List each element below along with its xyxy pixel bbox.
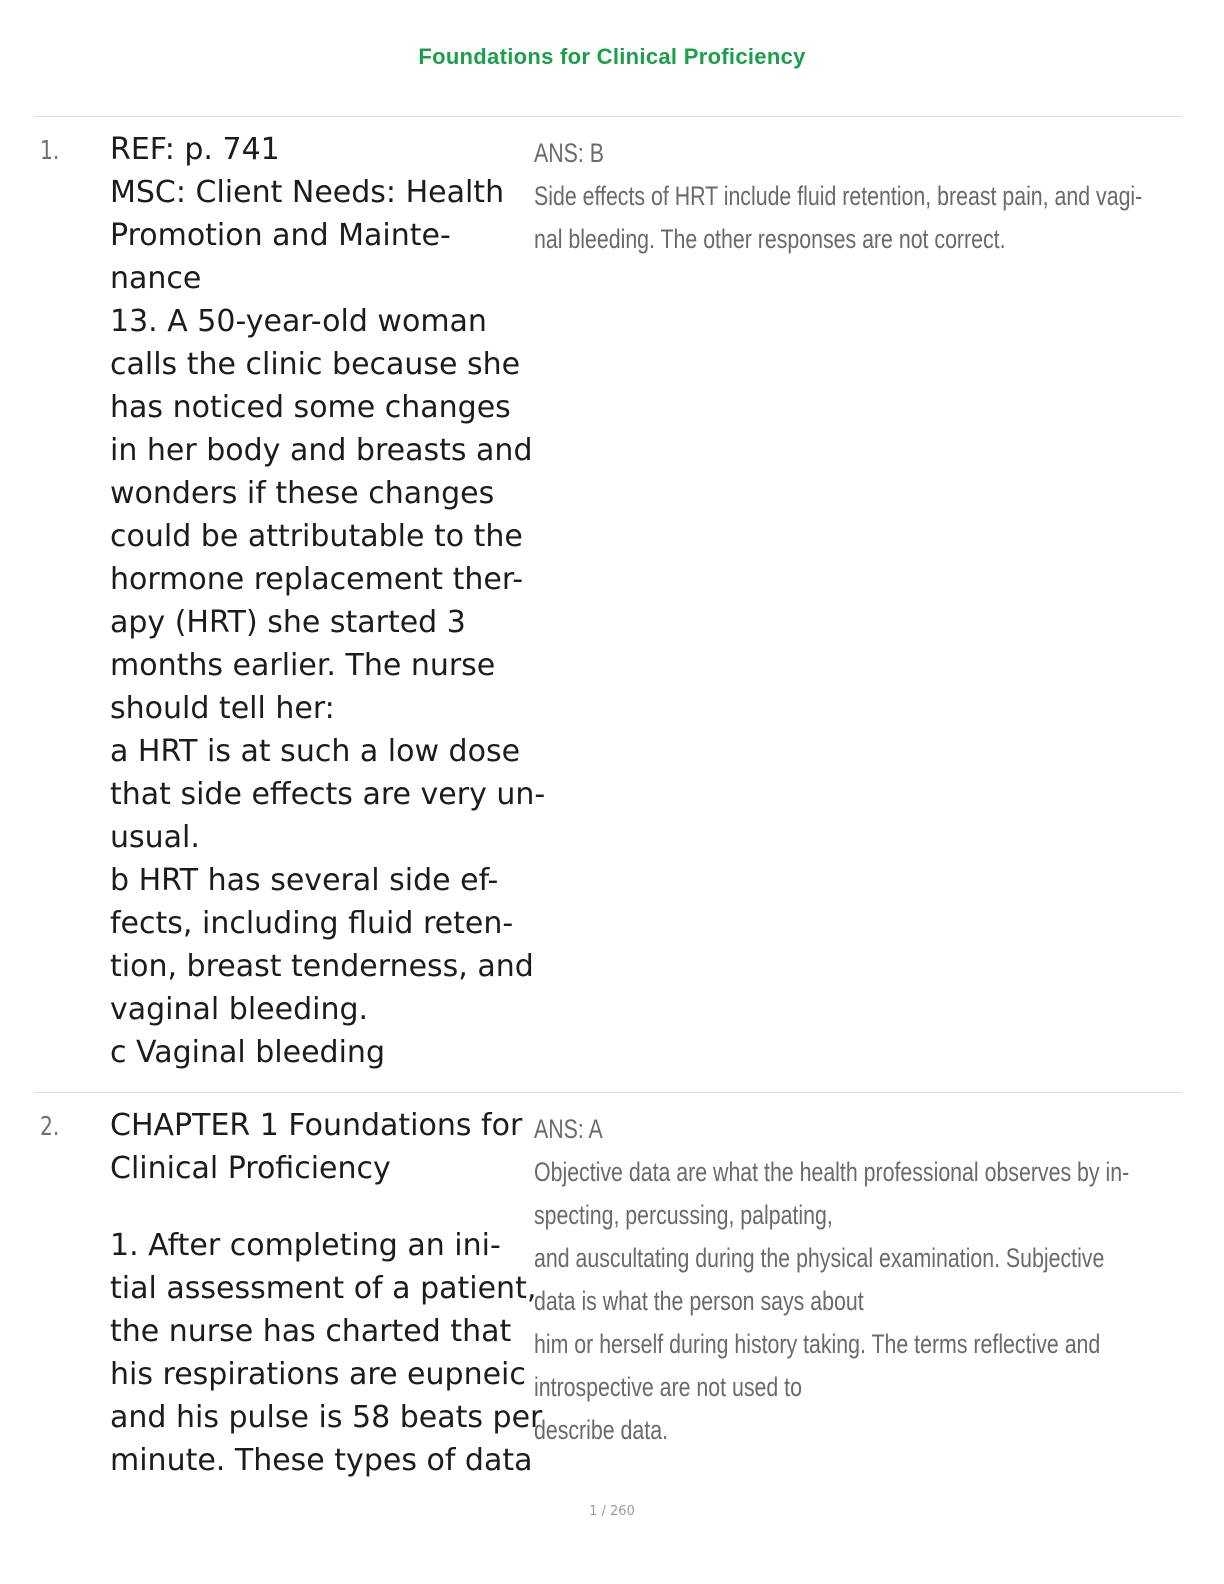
question-line: in her body and breasts and: [110, 433, 533, 468]
answer-line: describe data.: [534, 1415, 668, 1445]
question-line: and his pulse is 58 beats per: [110, 1400, 543, 1435]
page-title: Foundations for Clinical Proficiency: [418, 44, 806, 69]
question-line: months earlier. The nurse: [110, 648, 496, 683]
question-line: has noticed some changes: [110, 390, 511, 425]
question-line: 13. A 50-year-old woman: [110, 304, 487, 339]
question-text: [110, 128, 546, 1074]
divider: [34, 116, 1182, 117]
question-line: Promotion and Mainte-: [110, 218, 451, 253]
question-line: usual.: [110, 820, 200, 855]
question-line: MSC: Client Needs: Health: [110, 175, 505, 210]
answer-line: Side effects of HRT include fluid retention, breast pain, and vagi-: [534, 181, 1143, 211]
divider: [34, 1092, 1182, 1093]
question-line: 1. After completing an ini-: [110, 1228, 501, 1263]
page-indicator: 1 / 260: [589, 1504, 635, 1519]
answer-text: [534, 1108, 1150, 1452]
question-line: tion, breast tenderness, and: [110, 949, 534, 984]
question-line: his respirations are eupneic: [110, 1357, 526, 1392]
question-line: calls the clinic because she: [110, 347, 521, 382]
question-line: that side effects are very un-: [110, 777, 546, 812]
question-line: a HRT is at such a low dose: [110, 734, 521, 769]
question-line: Clinical Proficiency: [110, 1151, 391, 1186]
question-line: tial assessment of a patient,: [110, 1271, 537, 1306]
question-line: REF: p. 741: [110, 132, 280, 167]
answer-line: him or herself during history taking. The terms reflective and: [534, 1329, 1101, 1359]
question-spacer: [110, 1190, 530, 1224]
question-number: 1.: [40, 136, 60, 166]
question-line: vaginal bleeding.: [110, 992, 369, 1027]
question-line: apy (HRT) she started 3: [110, 605, 466, 640]
answer-key: ANS: B: [534, 138, 604, 168]
question-line: the nurse has charted that: [110, 1314, 512, 1349]
answer-line: Objective data are what the health professional observes by in-: [534, 1157, 1130, 1187]
question-line: fects, including fluid reten-: [110, 906, 514, 941]
answer-key: ANS: A: [534, 1114, 603, 1144]
answer-line: introspective are not used to: [534, 1372, 802, 1402]
question-number: 2.: [40, 1112, 60, 1142]
answer-line: and auscultating during the physical examination. Subjective: [534, 1243, 1105, 1273]
question-line: hormone replacement ther-: [110, 562, 524, 597]
question-line: could be attributable to the: [110, 519, 523, 554]
question-line: CHAPTER 1 Foundations for: [110, 1108, 523, 1143]
question-text: [110, 1104, 543, 1482]
question-line: wonders if these changes: [110, 476, 495, 511]
question-line: b HRT has several side ef-: [110, 863, 499, 898]
answer-line: data is what the person says about: [534, 1286, 864, 1316]
question-line: should tell her:: [110, 691, 335, 726]
question-line: c Vaginal bleeding: [110, 1035, 385, 1070]
question-line: minute. These types of data: [110, 1443, 533, 1478]
answer-line: nal bleeding. The other responses are not correct.: [534, 224, 1006, 254]
answer-text: [534, 132, 1150, 261]
question-line: nance: [110, 261, 202, 296]
answer-line: specting, percussing, palpating,: [534, 1200, 833, 1230]
